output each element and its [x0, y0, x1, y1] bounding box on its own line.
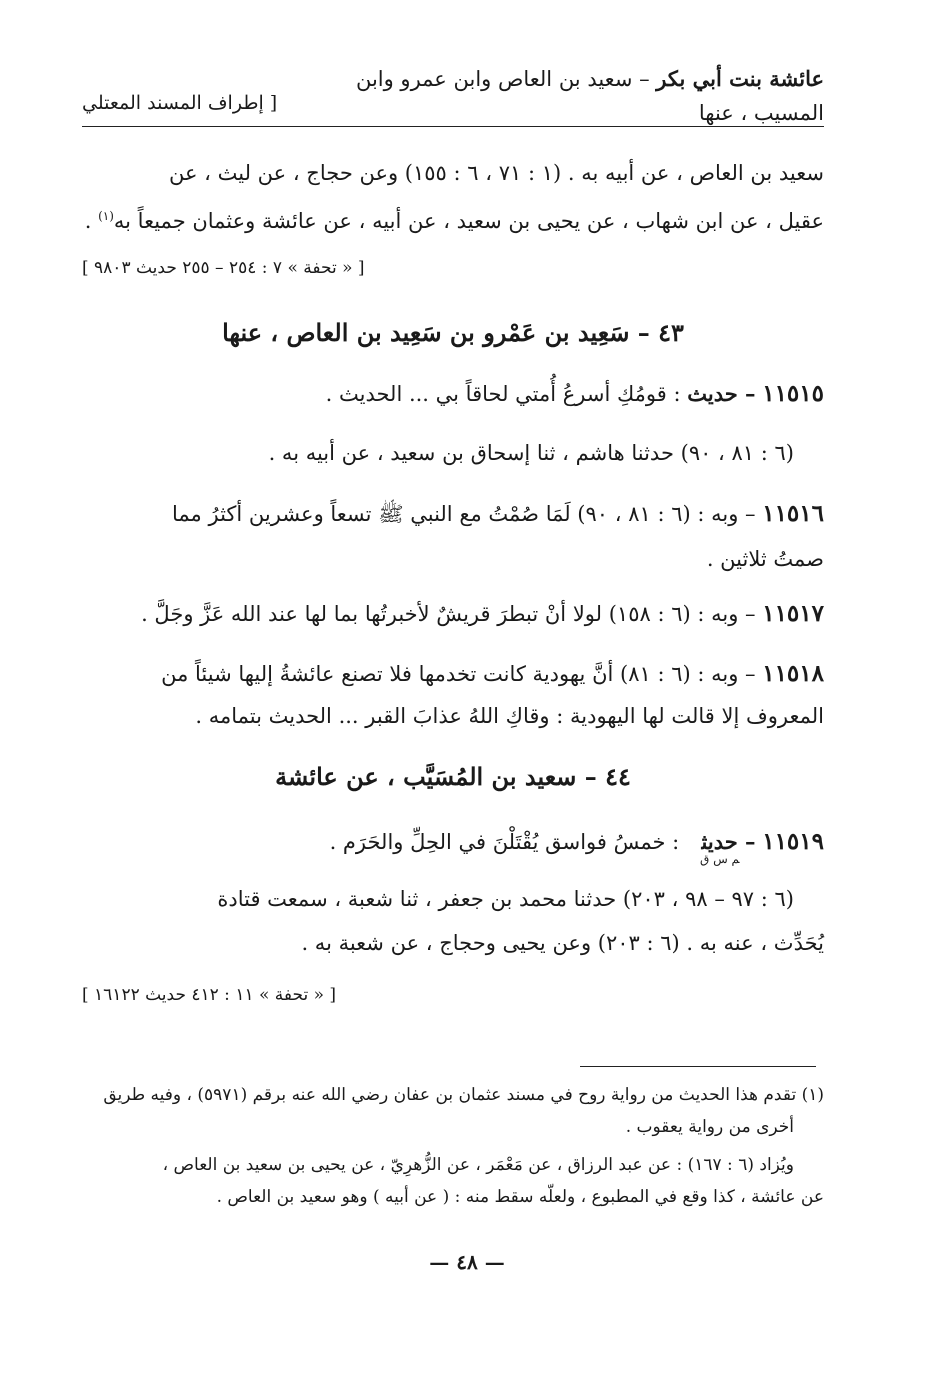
- hadith-number: ١١٥١٥: [762, 380, 824, 407]
- hadith-number: ١١٥١٦: [762, 500, 824, 527]
- hadith-number: ١١٥١٧: [762, 600, 824, 627]
- intro-line2-text: عقيل ، عن ابن شهاب ، عن يحيى بن سعيد ، عن أبيه ، عن عائشة وعثمان جميعاً به: [113, 209, 824, 233]
- intro-line2-end: .: [84, 209, 99, 233]
- running-header-title: [356, 62, 824, 130]
- footnote-1-line2: أخرى من رواية يعقوب .: [625, 1117, 794, 1137]
- hadith-11516-line1: [82, 492, 824, 536]
- hadith-text: – وبه : (٦ : ١٥٨) لولا أنْ تبطرَ قريشٌ لأخبرتُها بما لها عند الله عَزَّ وجَلَّ .: [141, 602, 756, 626]
- hadith-11517: [82, 592, 824, 636]
- section-44-title: ٤٤ – سعيد بن المُسَيَّب ، عن عائشة: [275, 762, 631, 791]
- intro-line1: سعيد بن العاص ، عن أبيه به . (١ : ٧١ ، ٦ : ١٥٥) وعن حجاج ، عن ليث ، عن: [168, 161, 824, 185]
- hadith-11518-line2: المعروف إلا قالت لها اليهودية : وقاكِ اللهُ عذابَ القبر ... الحديث بتمامه .: [195, 704, 824, 728]
- hadith-11519: [82, 820, 824, 867]
- hadith-text: : قومُكِ أسرعُ أُمتي لحاقاً بي ... الحديث .: [325, 382, 681, 406]
- intro-line2: [82, 195, 824, 243]
- hadith-text: – وبه : (٦ : ٨١ ، ٩٠) لَمَا صُمْتُ مع النبي ﷺ تسعاً وعشرين أكثرُ مما: [172, 502, 756, 526]
- footnote-marker: (١): [98, 209, 114, 223]
- footnote-2-line1: ويُزاد (٦ : ١٦٧) : عن عبد الرزاق ، عن مَعْمَر ، عن الزُّهرِيّ ، عن يحيى بن سعيد بن العاص ،: [162, 1155, 794, 1175]
- page-number: — ٤٨ —: [429, 1250, 505, 1274]
- tuhfa-ref-2: [ « تحفة » ١١ : ٤١٢ حديث ١٦١٢٢ ]: [82, 985, 337, 1005]
- hadith-label: – حديث: [687, 381, 756, 406]
- hadith-number: ١١٥١٨: [762, 660, 824, 687]
- hadith-11518-line1: [82, 652, 824, 696]
- header-title-rest: – سعيد بن العاص وابن عمرو وابن: [355, 67, 650, 91]
- header-title-line1: [356, 62, 824, 96]
- hadith-11519-chain2: يُحَدِّث ، عنه به . (٦ : ٢٠٣) وعن يحيى وحجاج ، عن شعبة به .: [301, 931, 824, 955]
- hadith-11515-chain: (٦ : ٨١ ، ٩٠) حدثنا هاشم ، ثنا إسحاق بن سعيد ، عن أبيه به .: [268, 441, 794, 465]
- hadith-label: – حديث: [701, 829, 756, 854]
- footnote-1-line1: (١) تقدم هذا الحديث من رواية روح في مسند عثمان بن عفان رضي الله عنه برقم (٥٩٧١) ، وفيه طريق: [103, 1085, 824, 1105]
- header-rule: [82, 126, 824, 127]
- hadith-text: – وبه : (٦ : ٨١) أنَّ يهودية كانت تخدمها فلا تصنع عائشةُ إليها شيئاً من: [161, 662, 756, 686]
- hadith-text: : خمسُ فواسق يُقْتَلْنَ في الحِلِّ والحَرَم .: [329, 830, 680, 854]
- section-43-title: ٤٣ – سَعِيد بن عَمْرو بن سَعِيد بن العاص ، عنها: [222, 318, 684, 347]
- hadith-11516-line2: صمتُ ثلاثين .: [706, 547, 824, 571]
- hadith-11519-chain1: (٦ : ٩٧ – ٩٨ ، ٢٠٣) حدثنا محمد بن جعفر ، ثنا شعبة ، سمعت قتادة: [217, 887, 794, 911]
- footnote-2-line2: عن عائشة ، كذا وقع في المطبوع ، ولعلّه سقط منه : ( عن أبيه ) وهو سعيد بن العاص .: [216, 1187, 824, 1207]
- tuhfa-ref-1: [ « تحفة » ٧ : ٢٥٤ – ٢٥٥ حديث ٩٨٠٣ ]: [82, 258, 365, 278]
- header-title-bold: عائشة بنت أبي بكر: [656, 66, 824, 91]
- running-header-book: [ إطراف المسند المعتلي: [82, 92, 278, 114]
- hadith-number: ١١٥١٩: [762, 828, 824, 855]
- sigla-mark: م س ق: [699, 852, 740, 866]
- header-title-line2: المسيب ، عنها: [698, 101, 824, 125]
- hadith-11515: [82, 372, 824, 416]
